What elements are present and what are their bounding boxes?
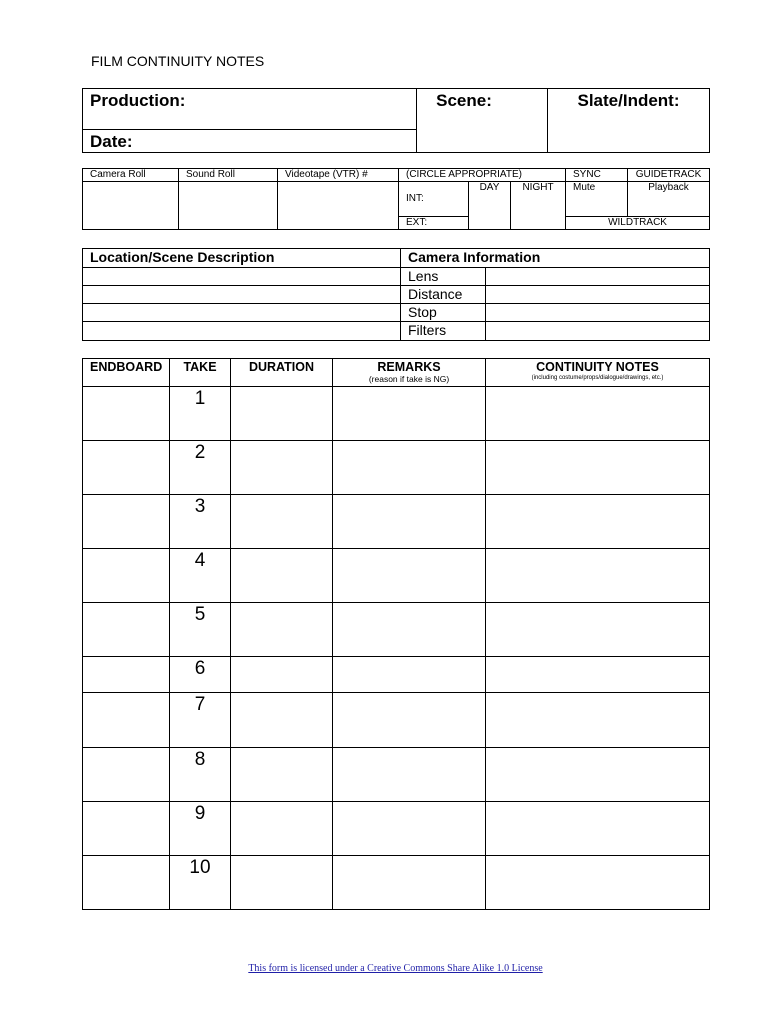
mute-label: Mute [573, 182, 596, 193]
endboard-cell[interactable] [83, 441, 170, 495]
location-camera-table [82, 248, 710, 341]
remarks-cell[interactable] [333, 549, 486, 603]
distance-field[interactable] [486, 286, 710, 304]
take-row [83, 549, 710, 603]
remarks-subtitle: (reason if take is NG) [368, 374, 450, 384]
stop-field[interactable] [486, 304, 710, 322]
continuity-cell[interactable] [486, 603, 710, 657]
endboard-cell[interactable] [83, 603, 170, 657]
take-number: 10 [170, 856, 231, 910]
remarks-cell[interactable] [333, 693, 486, 748]
guidetrack-label: GUIDETRACK [628, 169, 710, 182]
camera-info-heading: Camera Information [401, 249, 710, 268]
videotape-label: Videotape (VTR) # [278, 169, 399, 182]
distance-label: Distance [401, 286, 486, 304]
night-label: NIGHT [522, 182, 554, 193]
take-row [83, 693, 710, 748]
production-label: Production: [90, 91, 186, 110]
header-table [82, 88, 710, 153]
continuity-cell[interactable] [486, 441, 710, 495]
duration-cell[interactable] [231, 495, 333, 549]
slate-field[interactable] [548, 89, 710, 153]
take-number: 1 [170, 387, 231, 441]
take-number: 9 [170, 802, 231, 856]
ext-label: EXT: [406, 217, 428, 228]
playback-label: Playback [648, 182, 689, 193]
continuity-cell[interactable] [486, 802, 710, 856]
continuity-header [486, 359, 710, 387]
location-description-line[interactable] [83, 322, 401, 341]
endboard-cell[interactable] [83, 693, 170, 748]
duration-cell[interactable] [231, 603, 333, 657]
filters-field[interactable] [486, 322, 710, 341]
duration-cell[interactable] [231, 802, 333, 856]
endboard-cell[interactable] [83, 387, 170, 441]
duration-cell[interactable] [231, 441, 333, 495]
remarks-cell[interactable] [333, 802, 486, 856]
take-row [83, 802, 710, 856]
endboard-cell[interactable] [83, 802, 170, 856]
sync-label: SYNC [566, 169, 628, 182]
duration-cell[interactable] [231, 856, 333, 910]
camera-roll-label: Camera Roll [83, 169, 179, 182]
take-header: TAKE [170, 359, 231, 387]
duration-cell[interactable] [231, 657, 333, 693]
take-number: 6 [170, 657, 231, 693]
location-description-line[interactable] [83, 286, 401, 304]
camera-roll-field[interactable] [83, 182, 179, 230]
continuity-cell[interactable] [486, 387, 710, 441]
take-number: 2 [170, 441, 231, 495]
document-title: FILM CONTINUITY NOTES [91, 53, 265, 69]
circle-appropriate-label: (CIRCLE APPROPRIATE) [399, 169, 566, 182]
videotape-field[interactable] [278, 182, 399, 230]
sound-roll-field[interactable] [179, 182, 278, 230]
take-number: 5 [170, 603, 231, 657]
playback-option[interactable] [628, 182, 710, 217]
endboard-cell[interactable] [83, 549, 170, 603]
continuity-cell[interactable] [486, 495, 710, 549]
duration-cell[interactable] [231, 748, 333, 802]
mute-option[interactable] [566, 182, 628, 217]
endboard-header: ENDBOARD [83, 359, 170, 387]
take-row [83, 856, 710, 910]
continuity-cell[interactable] [486, 549, 710, 603]
continuity-cell[interactable] [486, 657, 710, 693]
continuity-cell[interactable] [486, 856, 710, 910]
slate-label: Slate/Indent: [577, 91, 680, 110]
int-option[interactable] [399, 182, 469, 217]
night-option[interactable] [511, 182, 566, 230]
license-link[interactable]: This form is licensed under a Creative Commons Share Alike 1.0 License [248, 963, 543, 974]
continuity-cell[interactable] [486, 748, 710, 802]
production-field[interactable] [83, 89, 417, 130]
scene-label: Scene: [436, 91, 492, 110]
date-label: Date: [90, 132, 133, 151]
take-number: 4 [170, 549, 231, 603]
take-number: 7 [170, 693, 231, 748]
wildtrack-option[interactable] [566, 217, 710, 230]
remarks-cell[interactable] [333, 603, 486, 657]
filters-label: Filters [401, 322, 486, 341]
continuity-subtitle: (including costume/props/dialogue/drawings, etc.) [531, 375, 664, 381]
lens-label: Lens [401, 268, 486, 286]
scene-field[interactable] [417, 89, 548, 153]
remarks-header [333, 359, 486, 387]
take-row [83, 441, 710, 495]
endboard-cell[interactable] [83, 856, 170, 910]
remarks-cell[interactable] [333, 657, 486, 693]
take-row [83, 657, 710, 693]
wildtrack-label: WILDTRACK [608, 217, 667, 228]
ext-option[interactable] [399, 217, 469, 230]
location-description-line[interactable] [83, 268, 401, 286]
location-heading: Location/Scene Description [83, 249, 401, 268]
lens-field[interactable] [486, 268, 710, 286]
duration-cell[interactable] [231, 549, 333, 603]
take-number: 3 [170, 495, 231, 549]
remarks-cell[interactable] [333, 387, 486, 441]
take-row [83, 748, 710, 802]
duration-cell[interactable] [231, 387, 333, 441]
int-label: INT: [406, 193, 424, 204]
roll-table [82, 168, 710, 230]
remarks-cell[interactable] [333, 441, 486, 495]
day-option[interactable] [469, 182, 511, 230]
take-number: 8 [170, 748, 231, 802]
remarks-cell[interactable] [333, 856, 486, 910]
day-label: DAY [479, 182, 500, 193]
takes-table [82, 358, 710, 910]
continuity-cell[interactable] [486, 693, 710, 748]
endboard-cell[interactable] [83, 657, 170, 693]
endboard-cell[interactable] [83, 495, 170, 549]
duration-header: DURATION [231, 359, 333, 387]
endboard-cell[interactable] [83, 748, 170, 802]
location-description-line[interactable] [83, 304, 401, 322]
stop-label: Stop [401, 304, 486, 322]
continuity-title: CONTINUITY NOTES [536, 360, 659, 374]
date-field[interactable] [83, 130, 417, 153]
sound-roll-label: Sound Roll [179, 169, 278, 182]
remarks-cell[interactable] [333, 748, 486, 802]
take-row [83, 495, 710, 549]
remarks-cell[interactable] [333, 495, 486, 549]
take-row [83, 387, 710, 441]
remarks-title: REMARKS [377, 360, 441, 374]
take-row [83, 603, 710, 657]
duration-cell[interactable] [231, 693, 333, 748]
